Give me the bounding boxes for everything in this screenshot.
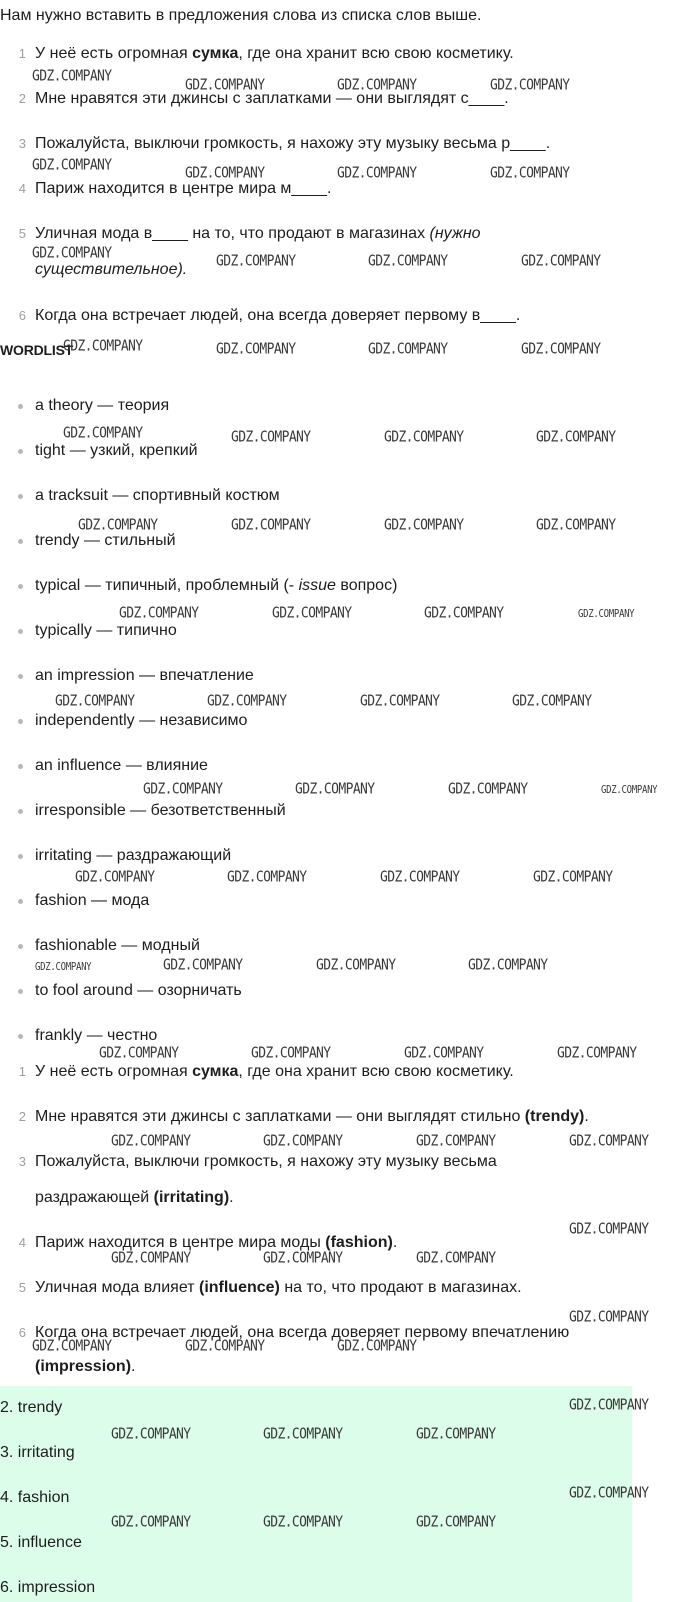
watermark: GDZ.COMPANY <box>32 1338 112 1356</box>
answers-box <box>0 1386 632 1602</box>
exercise-number: 4 <box>18 181 26 196</box>
wordlist-item: a tracksuit — спортивный костюм <box>35 487 280 504</box>
watermark: GDZ.COMPANY <box>272 605 352 623</box>
watermark: GDZ.COMPANY <box>32 245 112 263</box>
watermark: GDZ.COMPANY <box>490 77 570 95</box>
watermark: GDZ.COMPANY <box>337 1338 417 1356</box>
wordlist-item: a theory — теория <box>35 397 170 414</box>
bullet <box>18 584 23 589</box>
watermark: GDZ.COMPANY <box>569 1485 649 1503</box>
watermark: GDZ.COMPANY <box>424 605 504 623</box>
wordlist-item: irresponsible — безответственный <box>35 802 286 819</box>
watermark: GDZ.COMPANY <box>163 957 243 975</box>
answer-sentence-3-cont: раздражающей (irritating). <box>35 1189 234 1206</box>
intro-text: Нам нужно вставить в предложения слова из списка слов выше. <box>0 7 482 24</box>
watermark: GDZ.COMPANY <box>578 609 635 621</box>
watermark: GDZ.COMPANY <box>569 1309 649 1327</box>
watermark: GDZ.COMPANY <box>337 77 417 95</box>
bullet <box>18 449 23 454</box>
bullet <box>18 764 23 769</box>
watermark: GDZ.COMPANY <box>185 1338 265 1356</box>
watermark: GDZ.COMPANY <box>368 253 448 271</box>
watermark: GDZ.COMPANY <box>111 1250 191 1268</box>
answer-item: 3. irritating <box>0 1444 75 1461</box>
watermark: GDZ.COMPANY <box>35 962 92 974</box>
exercise-number: 5 <box>18 226 26 241</box>
watermark: GDZ.COMPANY <box>368 341 448 359</box>
watermark: GDZ.COMPANY <box>512 693 592 711</box>
watermark: GDZ.COMPANY <box>78 517 158 535</box>
watermark: GDZ.COMPANY <box>227 869 307 887</box>
watermark: GDZ.COMPANY <box>32 68 112 86</box>
watermark: GDZ.COMPANY <box>32 157 112 175</box>
exercise-number: 3 <box>18 1154 26 1169</box>
watermark: GDZ.COMPANY <box>521 253 601 271</box>
watermark: GDZ.COMPANY <box>468 957 548 975</box>
answer-sentence-3: Пожалуйста, выключи громкость, я нахожу эту музыку весьма <box>35 1153 497 1170</box>
watermark: GDZ.COMPANY <box>569 1221 649 1239</box>
wordlist-item: typical — типичный, проблемный (- issue вопрос) <box>35 577 398 594</box>
wordlist-item: independently — независимо <box>35 712 248 729</box>
watermark: GDZ.COMPANY <box>111 1426 191 1444</box>
answer-sentence-4: Париж находится в центре мира моды (fashion). <box>35 1234 398 1251</box>
bullet <box>18 494 23 499</box>
watermark: GDZ.COMPANY <box>263 1426 343 1444</box>
bullet <box>18 539 23 544</box>
exercise-number: 3 <box>18 136 26 151</box>
bullet <box>18 629 23 634</box>
answer-item: 2. trendy <box>0 1399 63 1416</box>
bullet <box>18 1034 23 1039</box>
wordlist-item: typically — типично <box>35 622 177 639</box>
watermark: GDZ.COMPANY <box>448 781 528 799</box>
exercise-number: 1 <box>18 46 26 61</box>
watermark: GDZ.COMPANY <box>416 1514 496 1532</box>
exercise-item-1: У неё есть огромная сумка, где она хранит всю свою косметику. <box>35 45 514 62</box>
exercise-number: 2 <box>18 91 26 106</box>
watermark: GDZ.COMPANY <box>216 341 296 359</box>
watermark: GDZ.COMPANY <box>75 869 155 887</box>
watermark: GDZ.COMPANY <box>416 1426 496 1444</box>
watermark: GDZ.COMPANY <box>263 1250 343 1268</box>
watermark: GDZ.COMPANY <box>569 1397 649 1415</box>
exercise-number: 6 <box>18 1325 26 1340</box>
watermark: GDZ.COMPANY <box>316 957 396 975</box>
watermark: GDZ.COMPANY <box>416 1250 496 1268</box>
bullet <box>18 989 23 994</box>
watermark: GDZ.COMPANY <box>380 869 460 887</box>
wordlist-item: trendy — стильный <box>35 532 176 549</box>
exercise-item-5-cont: существительное). <box>35 261 188 278</box>
watermark: GDZ.COMPANY <box>490 165 570 183</box>
answer-item: 4. fashion <box>0 1489 70 1506</box>
watermark: GDZ.COMPANY <box>207 693 287 711</box>
watermark: GDZ.COMPANY <box>99 1045 179 1063</box>
bullet <box>18 944 23 949</box>
bullet <box>18 899 23 904</box>
watermark: GDZ.COMPANY <box>360 693 440 711</box>
watermark: GDZ.COMPANY <box>185 77 265 95</box>
wordlist-item: an impression — впечатление <box>35 667 254 684</box>
watermark: GDZ.COMPANY <box>384 517 464 535</box>
watermark: GDZ.COMPANY <box>63 338 143 356</box>
bullet <box>18 404 23 409</box>
exercise-item-6: Когда она встречает людей, она всегда доверяет первому в____. <box>35 307 521 324</box>
watermark: GDZ.COMPANY <box>231 429 311 447</box>
watermark: GDZ.COMPANY <box>569 1133 649 1151</box>
answer-sentence-6: Когда она встречает людей, она всегда доверяет первому впечатлению <box>35 1324 570 1341</box>
wordlist-item: to fool around — озорничать <box>35 982 242 999</box>
watermark: GDZ.COMPANY <box>536 429 616 447</box>
wordlist-item: an influence — влияние <box>35 757 208 774</box>
answer-item: 5. influence <box>0 1534 82 1551</box>
wordlist-item: fashionable — модный <box>35 937 200 954</box>
watermark: GDZ.COMPANY <box>263 1133 343 1151</box>
exercise-item-5: Уличная мода в____ на то, что продают в магазинах (нужно <box>35 225 481 242</box>
exercise-item-3: Пожалуйста, выключи громкость, я нахожу эту музыку весьма р____. <box>35 135 551 152</box>
exercise-item-2: Мне нравятся эти джинсы с заплатками — они выглядят с____. <box>35 90 509 107</box>
watermark: GDZ.COMPANY <box>251 1045 331 1063</box>
answer-sentence-2: Мне нравятся эти джинсы с заплатками — они выглядят стильно (trendy). <box>35 1108 589 1125</box>
exercise-number: 2 <box>18 1109 26 1124</box>
watermark: GDZ.COMPANY <box>216 253 296 271</box>
bullet <box>18 719 23 724</box>
bullet <box>18 809 23 814</box>
watermark: GDZ.COMPANY <box>263 1514 343 1532</box>
watermark: GDZ.COMPANY <box>111 1133 191 1151</box>
answer-sentence-1: У неё есть огромная сумка, где она хранит всю свою косметику. <box>35 1063 514 1080</box>
watermark: GDZ.COMPANY <box>536 517 616 535</box>
answer-item: 6. impression <box>0 1579 96 1596</box>
answer-sentence-6-cont: (impression). <box>35 1358 136 1375</box>
wordlist-item: tight — узкий, крепкий <box>35 442 198 459</box>
watermark: GDZ.COMPANY <box>55 693 135 711</box>
exercise-number: 4 <box>18 1235 26 1250</box>
watermark: GDZ.COMPANY <box>404 1045 484 1063</box>
watermark: GDZ.COMPANY <box>533 869 613 887</box>
watermark: GDZ.COMPANY <box>337 165 417 183</box>
wordlist-item: frankly — честно <box>35 1027 158 1044</box>
watermark: GDZ.COMPANY <box>119 605 199 623</box>
watermark: GDZ.COMPANY <box>185 165 265 183</box>
bullet <box>18 854 23 859</box>
watermark: GDZ.COMPANY <box>416 1133 496 1151</box>
watermark: GDZ.COMPANY <box>143 781 223 799</box>
watermark: GDZ.COMPANY <box>601 785 658 797</box>
watermark: GDZ.COMPANY <box>231 517 311 535</box>
watermark: GDZ.COMPANY <box>63 425 143 443</box>
bullet <box>18 674 23 679</box>
exercise-number: 5 <box>18 1280 26 1295</box>
watermark: GDZ.COMPANY <box>384 429 464 447</box>
answer-sentence-5: Уличная мода влияет (influence) на то, что продают в магазинах. <box>35 1279 522 1296</box>
watermark: GDZ.COMPANY <box>521 341 601 359</box>
watermark: GDZ.COMPANY <box>295 781 375 799</box>
wordlist-item: fashion — мода <box>35 892 150 909</box>
watermark: GDZ.COMPANY <box>111 1514 191 1532</box>
wordlist-item: irritating — раздражающий <box>35 847 232 864</box>
exercise-number: 1 <box>18 1064 26 1079</box>
watermark: GDZ.COMPANY <box>557 1045 637 1063</box>
exercise-number: 6 <box>18 308 26 323</box>
exercise-item-4: Париж находится в центре мира м____. <box>35 180 332 197</box>
wordlist-title: WORDLIST <box>0 342 74 358</box>
